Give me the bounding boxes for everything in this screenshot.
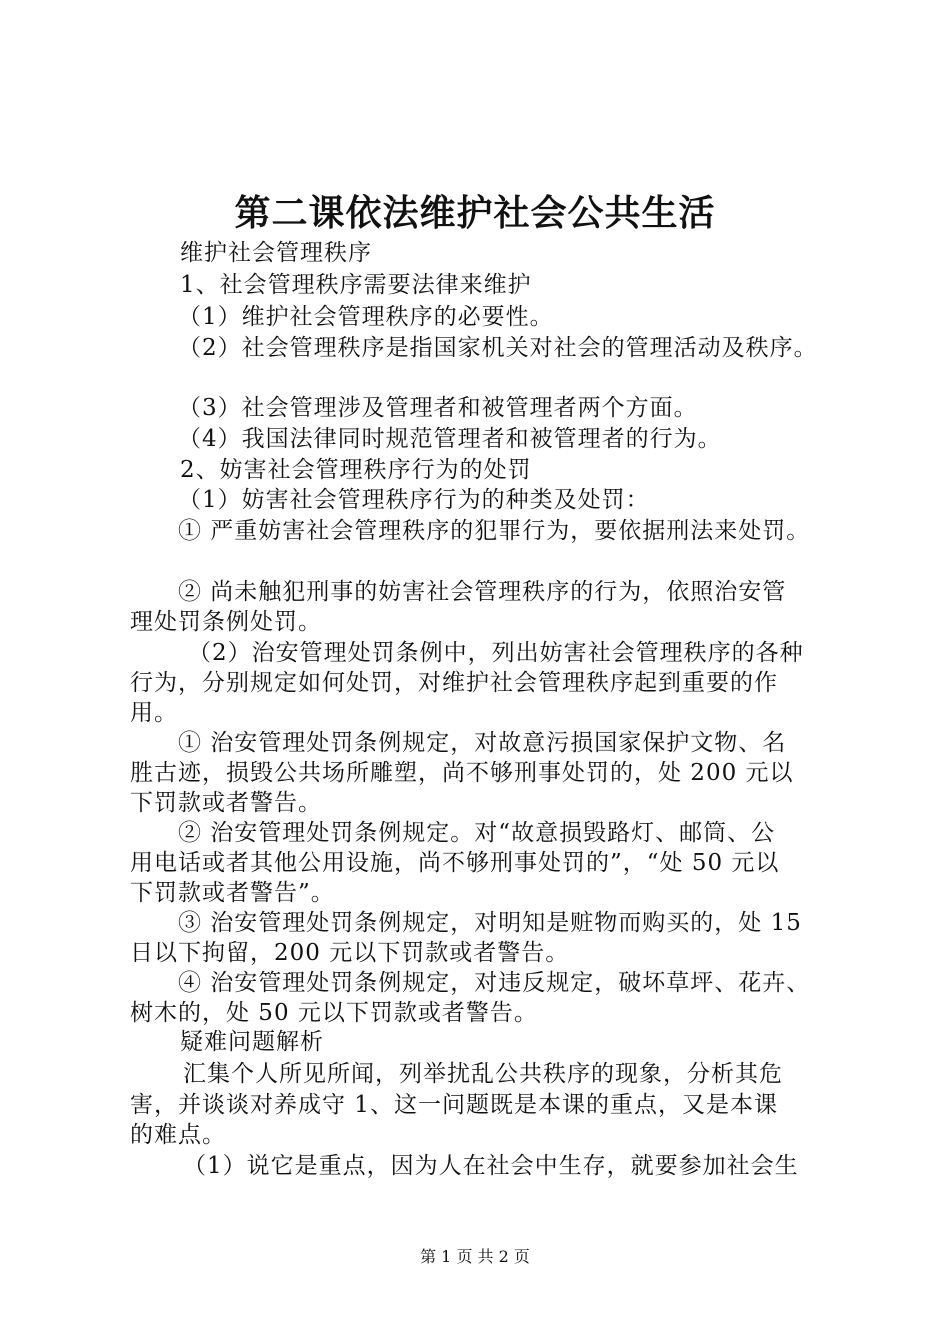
paragraph-line: 理处罚条例处罚。	[130, 609, 322, 635]
paragraph-line: （1）说它是重点，因为人在社会中生存，就要参加社会生	[183, 1153, 799, 1179]
section-heading: 维护社会管理秩序	[180, 240, 372, 266]
paragraph-line: 的难点。	[130, 1122, 226, 1148]
paragraph-line: 日以下拘留，200 元以下罚款或者警告。	[130, 940, 570, 966]
paragraph-line: 树木的，处 50 元以下罚款或者警告。	[130, 1000, 538, 1026]
page-number-footer: 第 1 页 共 2 页	[420, 1247, 530, 1266]
section-heading: 疑难问题解析	[180, 1029, 324, 1055]
paragraph-line: ③ 治安管理处罚条例规定，对明知是赃物而购买的，处 15	[178, 910, 802, 936]
paragraph-line: （2）治安管理处罚条例中，列出妨害社会管理秩序的各种	[188, 640, 804, 666]
paragraph-line: ② 尚未触犯刑事的妨害社会管理秩序的行为，依照治安管	[178, 579, 787, 605]
subsection-heading: 2、妨害社会管理秩序行为的处罚	[180, 457, 532, 483]
paragraph-line: 下罚款或者警告。	[130, 790, 322, 816]
document-title: 第二课依法维护社会公共生活	[234, 193, 716, 234]
paragraph-line: ① 严重妨害社会管理秩序的犯罪行为，要依据刑法来处罚。	[178, 518, 811, 544]
paragraph-line: （1）维护社会管理秩序的必要性。	[178, 304, 554, 330]
paragraph-line: ① 治安管理处罚条例规定，对故意污损国家保护文物、名	[178, 730, 787, 756]
paragraph-line: 下罚款或者警告”。	[130, 880, 335, 906]
paragraph-line: 用。	[130, 700, 178, 726]
paragraph-line: ④ 治安管理处罚条例规定，对违反规定，破坏草坪、花卉、	[178, 970, 811, 996]
paragraph-line: 害，并谈谈对养成守 1、这一问题既是本课的重点，又是本课	[130, 1092, 778, 1118]
paragraph-line: 胜古迹，损毁公共场所雕塑，尚不够刑事处罚的，处 200 元以	[130, 760, 794, 786]
paragraph-line: ② 治安管理处罚条例规定。对“故意损毁路灯、邮筒、公	[178, 820, 776, 846]
paragraph-line: （4）我国法律同时规范管理者和被管理者的行为。	[178, 426, 722, 452]
paragraph-line: （3）社会管理涉及管理者和被管理者两个方面。	[178, 395, 698, 421]
paragraph-line: 汇集个人所见所闻，列举扰乱公共秩序的现象，分析其危	[183, 1061, 783, 1087]
paragraph-line: 用电话或者其他公用设施，尚不够刑事处罚的”，“处 50 元以	[130, 850, 780, 876]
paragraph-line: 行为，分别规定如何处罚，对维护社会管理秩序起到重要的作	[130, 670, 778, 696]
paragraph-line: （2）社会管理秩序是指国家机关对社会的管理活动及秩序。	[178, 335, 818, 361]
subsection-heading: 1、社会管理秩序需要法律来维护	[180, 272, 532, 298]
paragraph-line: （1）妨害社会管理秩序行为的种类及处罚：	[178, 487, 650, 513]
